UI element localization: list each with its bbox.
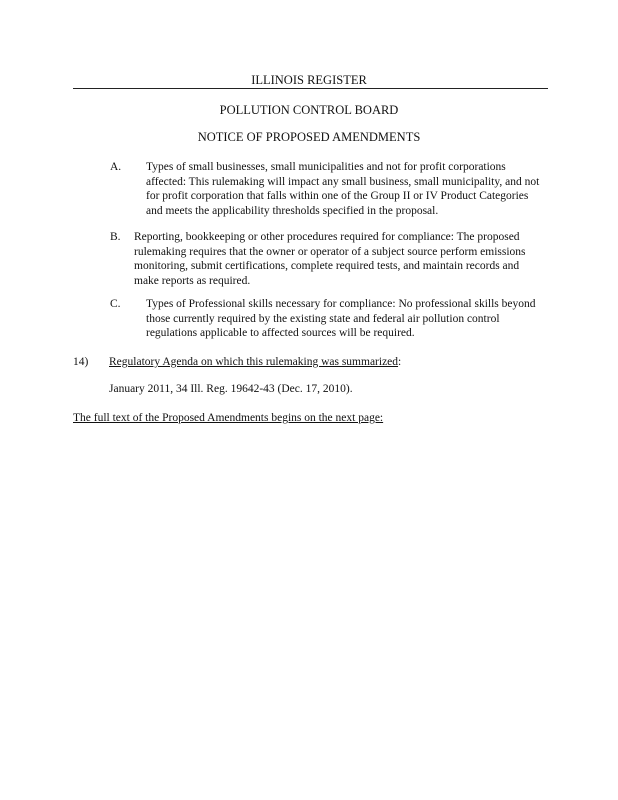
regulatory-agenda-heading: Regulatory Agenda on which this rulemaking was summarized <box>109 356 399 368</box>
item-b-label: B. <box>110 231 121 243</box>
item-b-text: Reporting, bookkeeping or other procedures required for compliance: The proposed rulemaking requires that the owner or operator of a subject source perform emissions monitoring, submit certifications, complete required tests, and maintain records and make reports as required. <box>134 231 526 287</box>
item-a-label: A. <box>110 161 122 173</box>
item-a-text: Types of small businesses, small municipalities and not for profit corporations affected: This rulemaking will impact any small business, small municipality, and not for profit corporation that falls within one of the Group II or IV Product Categories and meets the applicability thresholds specified in the proposal. <box>146 161 540 217</box>
agenda-citation: January 2011, 34 Ill. Reg. 19642-43 (Dec. 17, 2010). <box>109 383 353 395</box>
full-text-note: The full text of the Proposed Amendments begins on the next page: <box>73 412 384 424</box>
section-14-heading: Regulatory Agenda on which this rulemaking was summarized: <box>109 356 402 368</box>
header-rule <box>73 88 548 89</box>
board-title: POLLUTION CONTROL BOARD <box>219 103 399 117</box>
register-title: ILLINOIS REGISTER <box>0 73 618 87</box>
section-14-number: 14) <box>73 356 89 368</box>
item-c-text: Types of Professional skills necessary for compliance: No professional skills beyond those currently required by the existing state and federal air pollution control regulations applicable to affected sources will be required. <box>146 298 536 340</box>
item-c-label: C. <box>110 298 121 310</box>
notice-title: NOTICE OF PROPOSED AMENDMENTS <box>197 130 421 144</box>
